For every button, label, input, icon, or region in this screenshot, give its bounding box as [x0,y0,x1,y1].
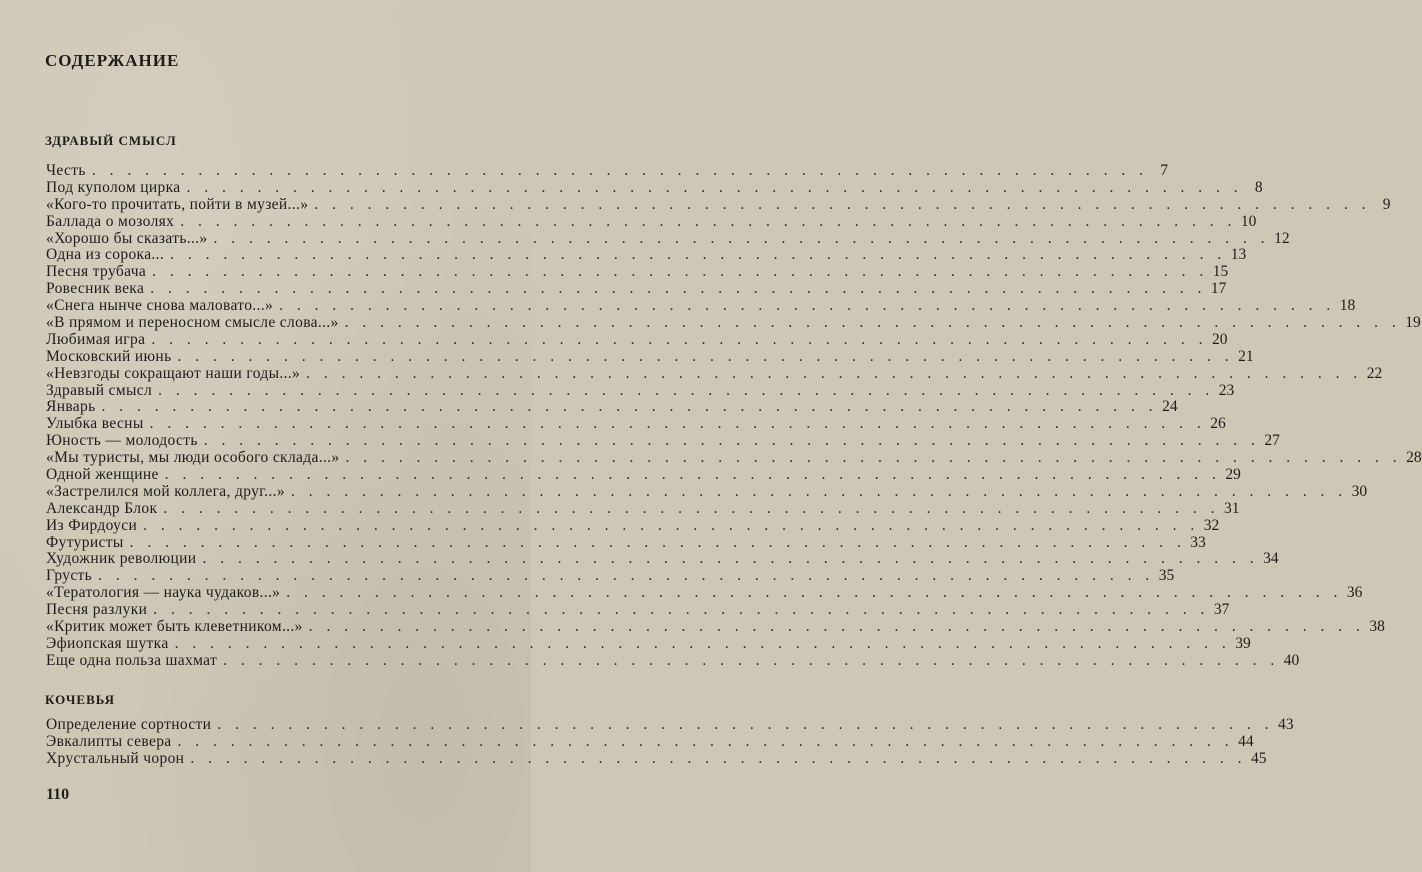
toc-entry [46,364,1383,383]
toc-entry-title: Здравый смысл [46,381,153,399]
toc-dot-leader: . . . . . . . . . . . . . . . . . . . . . . . . . . . . . . . . . . . . . . . . . . . . . . . . . . . . . . . . . . . . [186,178,1243,196]
toc-entry-page: 43 [1277,716,1294,733]
toc-entry-title: Футуристы [46,533,124,551]
toc-entry [46,449,1422,467]
toc-entry-page: 31 [1223,499,1240,517]
toc-entry-page: 40 [1283,651,1300,669]
toc-entry-title: Улыбка весны [46,415,144,433]
toc-entry [46,432,1280,450]
toc-entry-page: 18 [1339,297,1356,315]
toc-entry-title: Юность — молодость [46,432,198,450]
toc-entry-page: 8 [1254,178,1263,196]
toc-dot-leader: . . . . . . . . . . . . . . . . . . . . . . . . . . . . . . . . . . . . . . . . . . . . . . . . . . . . . . . . . . . . [217,716,1274,733]
toc-entry-title: Грусть [46,567,93,585]
toc-entry-title: «Критик может быть клеветником...» [46,618,303,636]
toc-entry-title: «Невзгоды сокращают наши годы...» [46,364,301,382]
toc-entry-title: Художник революции [46,550,197,568]
toc-entry-title: Ровесник века [46,280,145,298]
toc-entry-page: 39 [1235,634,1251,652]
toc-entry-page: 22 [1366,364,1383,382]
toc-dot-leader: . . . . . . . . . . . . . . . . . . . . . . . . . . . . . . . . . . . . . . . . . . . . . . . . . . . . . . . . . . . . [213,229,1270,247]
toc-dot-leader: . . . . . . . . . . . . . . . . . . . . . . . . . . . . . . . . . . . . . . . . . . . . . . . . . . . . . . . . . . . . [177,347,1234,365]
toc-dot-leader: . . . . . . . . . . . . . . . . . . . . . . . . . . . . . . . . . . . . . . . . . . . . . . . . . . . . . . . . . . . . [306,364,1363,382]
toc-entry [46,533,1206,552]
toc-entry-page: 24 [1162,398,1178,416]
toc-entry-title: Хрустальный чорон [46,749,185,767]
toc-entry-title: Эфиопская шутка [46,634,169,652]
toc-entry-page: 34 [1263,550,1279,568]
toc-entry [46,246,1247,264]
toc-dot-leader: . . . . . . . . . . . . . . . . . . . . . . . . . . . . . . . . . . . . . . . . . . . . . . . . . . . . . . . . . . . . [158,381,1215,399]
toc-dot-leader: . . . . . . . . . . . . . . . . . . . . . . . . . . . . . . . . . . . . . . . . . . . . . . . . . . . . . . . . . . . . [290,482,1348,500]
toc-dot-leader: . . . . . . . . . . . . . . . . . . . . . . . . . . . . . . . . . . . . . . . . . . . . . . . . . . . . . . . . . . . . [101,398,1158,416]
toc-entry-title: Определение сортности [46,716,212,733]
toc-dot-leader: . . . . . . . . . . . . . . . . . . . . . . . . . . . . . . . . . . . . . . . . . . . . . . . . . . . . . . . . . . . . [129,533,1186,551]
toc-entry-title: Баллада о мозолях [46,212,175,230]
toc-entry-page: 19 [1405,314,1421,332]
toc-entry-page: 17 [1210,280,1227,298]
toc-entry [46,195,1391,214]
toc-entry-title: Еще одна польза шахмат [46,651,218,669]
toc-entry [46,347,1254,366]
toc-entry [46,263,1229,281]
toc-entry [46,550,1279,568]
toc-entry-title: «Кого-то прочитать, пойти в музей...» [46,195,309,213]
toc-entry-title: Одна из сорока... [46,246,165,264]
toc-entry-page: 15 [1212,263,1229,281]
toc-dot-leader: . . . . . . . . . . . . . . . . . . . . . . . . . . . . . . . . . . . . . . . . . . . . . . . . . . . . . . . . . . . . [314,195,1371,213]
page-number: 110 [46,786,70,803]
toc-dot-leader: . . . . . . . . . . . . . . . . . . . . . . . . . . . . . . . . . . . . . . . . . . . . . . . . . . . . . . . . . . . . [190,749,1247,767]
toc-entry [46,618,1385,636]
toc-entry [46,601,1230,619]
toc-entry-title: «Застрелился мой коллега, друг...» [46,482,285,500]
toc-entry-title: Честь [46,162,86,179]
toc-entry [46,212,1257,231]
toc-entry-title: «В прямом и переносном смысле слова...» [46,314,339,332]
toc-entry [46,716,1294,734]
toc-entry-page: 10 [1240,212,1257,230]
toc-entry-page: 23 [1218,381,1235,399]
toc-entry [46,732,1254,751]
toc-entry [46,297,1356,315]
toc-entry-page: 36 [1346,584,1363,602]
toc-entry [46,398,1178,416]
toc-entry-page: 45 [1250,749,1267,767]
toc-entry [46,314,1421,332]
toc-dot-leader: . . . . . . . . . . . . . . . . . . . . . . . . . . . . . . . . . . . . . . . . . . . . . . . . . . . . . . . . . . . . [180,212,1237,230]
toc-entry [46,466,1241,484]
toc-dot-leader: . . . . . . . . . . . . . . . . . . . . . . . . . . . . . . . . . . . . . . . . . . . . . . . . . . . . . . . . . . . . [174,634,1231,652]
toc-dot-leader: . . . . . . . . . . . . . . . . . . . . . . . . . . . . . . . . . . . . . . . . . . . . . . . . . . . . . . . . . . . . [345,449,1402,467]
toc-entry-title: «Мы туристы, мы люди особого склада...» [46,449,340,467]
toc-entry [46,749,1267,768]
toc-entry-page: 29 [1225,466,1241,484]
toc-entry-title: Песня разлуки [46,601,148,619]
toc-dot-leader: . . . . . . . . . . . . . . . . . . . . . . . . . . . . . . . . . . . . . . . . . . . . . . . . . . . . . . . . . . . . [150,280,1207,298]
toc-entry-title: «Хорошо бы сказать...» [46,229,208,247]
toc-entry-page: 20 [1211,330,1228,348]
toc-entry-title: Московский июнь [46,347,172,365]
toc-list-kochevya [46,716,1294,768]
section-title-kochevya: КОЧЕВЬЯ [45,692,116,707]
toc-entry-page: 28 [1406,449,1422,467]
toc-entry-page: 35 [1158,567,1175,585]
toc-dot-leader: . . . . . . . . . . . . . . . . . . . . . . . . . . . . . . . . . . . . . . . . . . . . . . . . . . . . . . . . . . . . [152,263,1209,281]
toc-entry [46,229,1290,248]
toc-list-zdravyi-smysl [46,162,1422,670]
toc-entry-page: 44 [1238,732,1254,750]
toc-dot-leader: . . . . . . . . . . . . . . . . . . . . . . . . . . . . . . . . . . . . . . . . . . . . . . . . . . . . . . . . . . . . [143,516,1200,534]
toc-entry-page: 9 [1382,195,1391,213]
toc-entry-page: 37 [1213,601,1230,619]
toc-entry-title: Любимая игра [46,330,146,348]
toc-dot-leader: . . . . . . . . . . . . . . . . . . . . . . . . . . . . . . . . . . . . . . . . . . . . . . . . . . . . . . . . . . . . [202,550,1259,568]
toc-entry [46,482,1368,501]
toc-dot-leader: . . . . . . . . . . . . . . . . . . . . . . . . . . . . . . . . . . . . . . . . . . . . . . . . . . . . . . . . . . . . [279,297,1336,315]
toc-entry [46,162,1168,180]
toc-entry [46,651,1300,670]
toc-entry-title: Александр Блок [46,499,158,517]
toc-dot-leader: . . . . . . . . . . . . . . . . . . . . . . . . . . . . . . . . . . . . . . . . . . . . . . . . . . . . . . . . . . . . [153,601,1210,619]
toc-dot-leader: . . . . . . . . . . . . . . . . . . . . . . . . . . . . . . . . . . . . . . . . . . . . . . . . . . . . . . . . . . . . [170,246,1227,264]
toc-entry [46,634,1251,653]
toc-entry-page: 38 [1369,618,1385,636]
toc-entry-page: 33 [1190,533,1206,551]
toc-entry-page: 13 [1230,246,1247,264]
toc-entry [46,280,1227,298]
toc-entry [46,178,1263,197]
toc-entry [46,499,1240,518]
toc-entry-page: 7 [1160,162,1168,179]
toc-dot-leader: . . . . . . . . . . . . . . . . . . . . . . . . . . . . . . . . . . . . . . . . . . . . . . . . . . . . . . . . . . . . [151,330,1208,348]
toc-dot-leader: . . . . . . . . . . . . . . . . . . . . . . . . . . . . . . . . . . . . . . . . . . . . . . . . . . . . . . . . . . . . [223,651,1280,669]
toc-dot-leader: . . . . . . . . . . . . . . . . . . . . . . . . . . . . . . . . . . . . . . . . . . . . . . . . . . . . . . . . . . . . [177,732,1234,750]
section-title-zdravyi-smysl: ЗДРАВЫЙ СМЫСЛ [45,133,177,148]
toc-entry-page: 21 [1238,347,1254,365]
toc-entry-page: 30 [1351,482,1368,500]
toc-entry-title: Январь [46,398,96,416]
toc-entry-title: Эвкалипты севера [46,732,172,750]
toc-entry [46,567,1175,585]
toc-entry-page: 26 [1210,415,1226,433]
toc-entry [46,381,1235,400]
toc-dot-leader: . . . . . . . . . . . . . . . . . . . . . . . . . . . . . . . . . . . . . . . . . . . . . . . . . . . . . . . . . . . . [164,466,1221,484]
page-title: СОДЕРЖАНИЕ [45,51,180,70]
toc-dot-leader: . . . . . . . . . . . . . . . . . . . . . . . . . . . . . . . . . . . . . . . . . . . . . . . . . . . . . . . . . . . . [203,432,1260,450]
toc-dot-leader: . . . . . . . . . . . . . . . . . . . . . . . . . . . . . . . . . . . . . . . . . . . . . . . . . . . . . . . . . . . . [91,162,1148,179]
toc-entry-page: 27 [1264,432,1280,450]
toc-entry-title: «Тератология — наука чудаков...» [46,584,281,602]
toc-entry-page: 12 [1274,229,1290,247]
toc-entry-title: Из Фирдоуси [46,516,138,534]
toc-dot-leader: . . . . . . . . . . . . . . . . . . . . . . . . . . . . . . . . . . . . . . . . . . . . . . . . . . . . . . . . . . . . [286,584,1343,602]
toc-entry [46,584,1363,602]
toc-entry-page: 32 [1203,516,1220,534]
toc-dot-leader: . . . . . . . . . . . . . . . . . . . . . . . . . . . . . . . . . . . . . . . . . . . . . . . . . . . . . . . . . . . . [163,499,1220,517]
toc-entry [46,516,1220,535]
toc-dot-leader: . . . . . . . . . . . . . . . . . . . . . . . . . . . . . . . . . . . . . . . . . . . . . . . . . . . . . . . . . . . . [98,567,1155,585]
toc-entry [46,330,1228,349]
toc-dot-leader: . . . . . . . . . . . . . . . . . . . . . . . . . . . . . . . . . . . . . . . . . . . . . . . . . . . . . . . . . . . . [308,618,1365,636]
toc-dot-leader: . . . . . . . . . . . . . . . . . . . . . . . . . . . . . . . . . . . . . . . . . . . . . . . . . . . . . . . . . . . . [344,314,1401,332]
toc-entry [46,415,1226,433]
toc-entry-title: «Снега нынче снова маловато...» [46,297,274,315]
toc-dot-leader: . . . . . . . . . . . . . . . . . . . . . . . . . . . . . . . . . . . . . . . . . . . . . . . . . . . . . . . . . . . . [149,415,1206,433]
toc-entry-title: Одной женщине [46,466,159,484]
toc-entry-title: Под куполом цирка [46,178,181,196]
toc-entry-title: Песня трубача [46,263,147,281]
